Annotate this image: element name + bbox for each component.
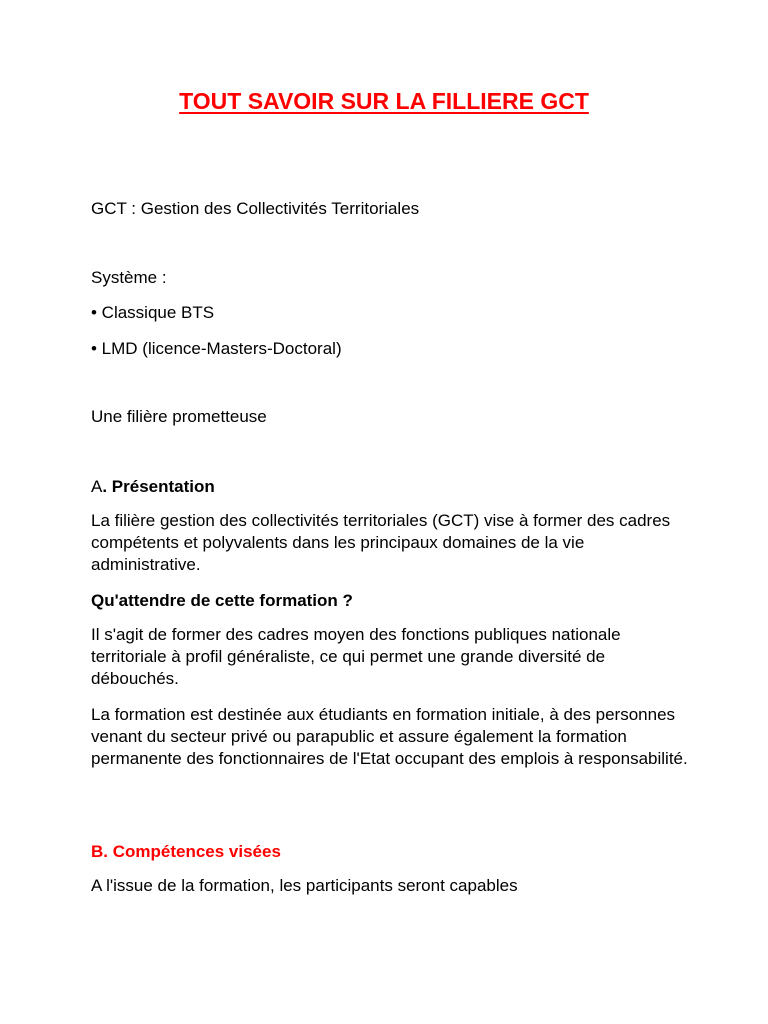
system-item-bts: • Classique BTS [91,303,215,322]
section-a-title: . Présentation [102,477,215,496]
document-title: TOUT SAVOIR SUR LA FILLIERE GCT [179,88,589,114]
section-a-paragraph-3: La formation est destinée aux étudiants en formation initiale, à des personnes venant du secteur privé ou parapublic et assure également la formation permanente des fonctionnaires de l'Etat occupant des emplois à responsabilité. [91,705,688,768]
system-label: Système : [91,268,167,287]
section-a-letter: A [91,477,103,496]
section-a-subheading: Qu'attendre de cette formation ? [91,591,353,610]
tagline: Une filière prometteuse [91,407,267,426]
section-b-heading: B. Compétences visées [91,842,281,861]
gct-definition: GCT : Gestion des Collectivités Territoriales [91,199,420,218]
section-a-heading [91,476,691,498]
system-item-lmd: • LMD (licence-Masters-Doctoral) [91,339,342,358]
section-b-paragraph: A l'issue de la formation, les participants seront capables [91,876,518,895]
section-a-paragraph-2: Il s'agit de former des cadres moyen des fonctions publiques nationale territoriale à profil généraliste, ce qui permet une grande diversité de débouchés. [91,625,621,688]
section-a-paragraph: La filière gestion des collectivités territoriales (GCT) vise à former des cadres compétents et polyvalents dans les principaux domaines de la vie administrative. [91,511,671,574]
